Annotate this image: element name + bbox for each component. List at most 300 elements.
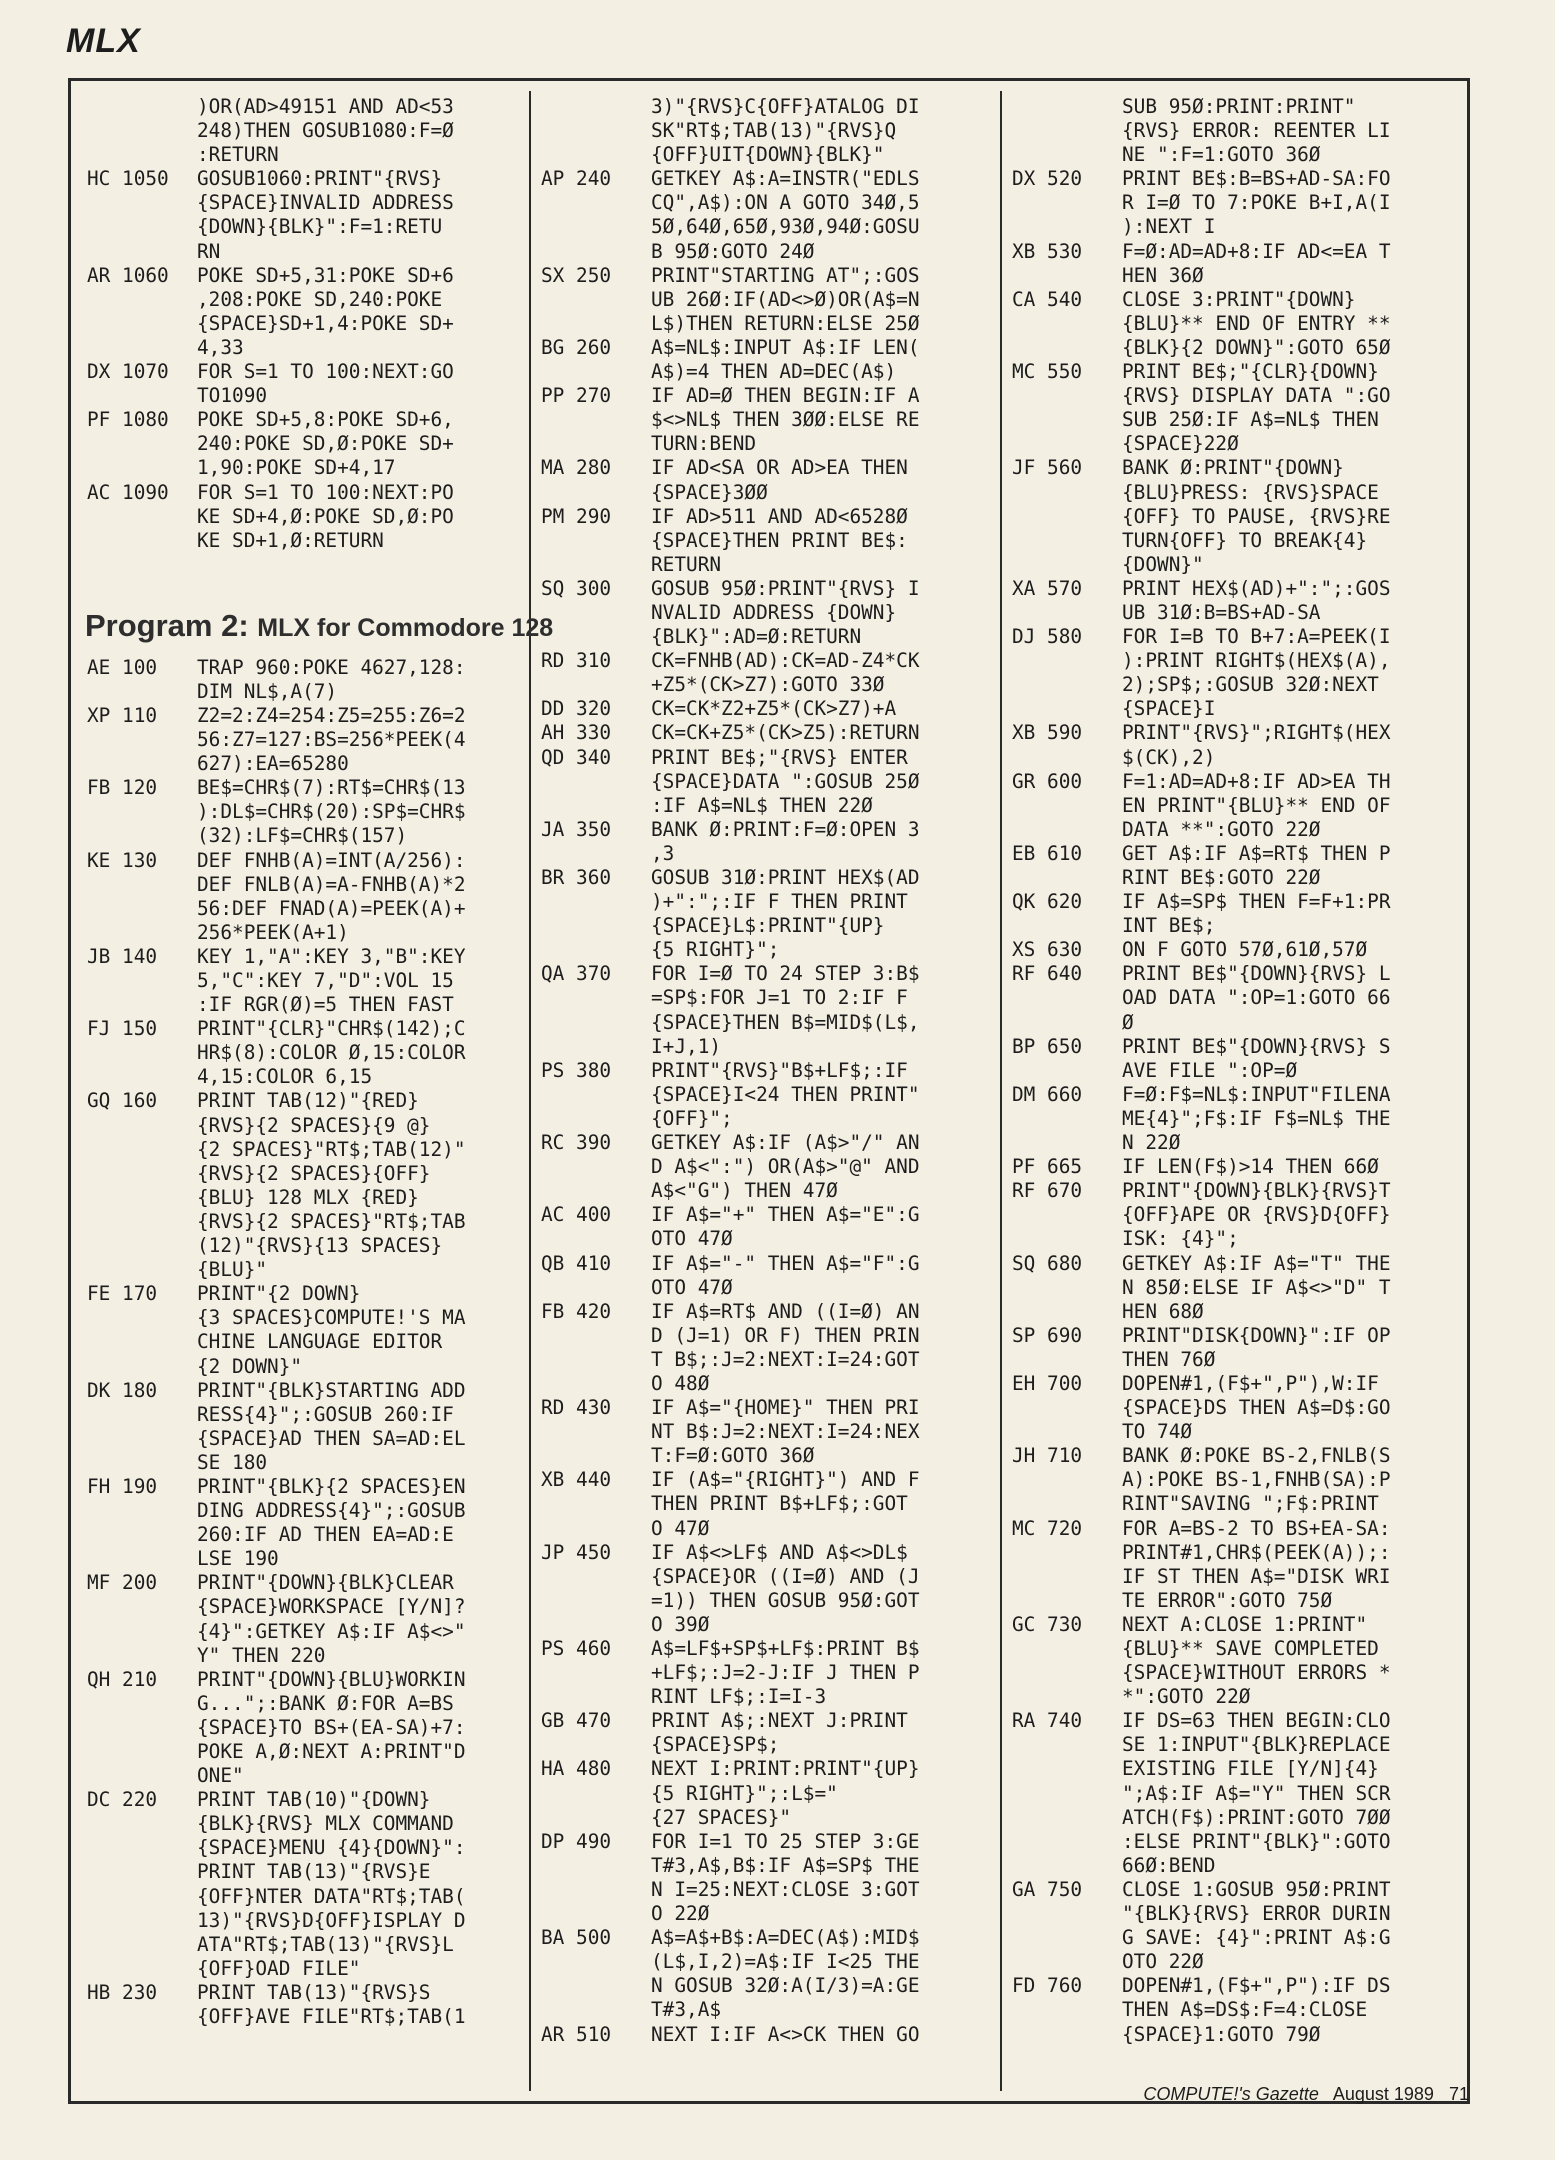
checksum-and-line-number: GA 750 xyxy=(1012,1877,1083,1901)
code-line: {3 SPACES}COMPUTE!'S MA xyxy=(197,1306,466,1330)
code-line: {SPACE}AD THEN SA=AD:EL xyxy=(197,1426,466,1450)
code-line: =SP$:FOR J=1 TO 2:IF F xyxy=(651,986,908,1010)
code-line: {OFF}UIT{DOWN}{BLK}" xyxy=(651,143,885,167)
listing-line xyxy=(1012,240,1450,288)
code-line: DOPEN#1,(F$+",P"),W:IF xyxy=(1122,1371,1379,1395)
code-line: POKE SD+5,31:POKE SD+6 xyxy=(197,263,454,287)
checksum-and-line-number: GQ 160 xyxy=(87,1089,158,1113)
checksum-and-line-number: EB 610 xyxy=(1012,841,1083,865)
code-line: {RVS}{2 SPACES}{9 @} xyxy=(197,1113,431,1137)
code-line: OTO 47Ø xyxy=(651,1227,733,1251)
listing-line xyxy=(541,1468,979,1540)
code-line: 56:DEF FNAD(A)=PEEK(A)+ xyxy=(197,896,466,920)
checksum-and-line-number: FE 170 xyxy=(87,1282,158,1306)
basic-statement xyxy=(1122,360,1450,456)
code-line: IF A$="-" THEN A$="F":G xyxy=(651,1251,920,1275)
code-line: TURN:BEND xyxy=(651,432,757,456)
code-line: IF (A$="{RIGHT}") AND F xyxy=(651,1468,920,1492)
basic-statement xyxy=(651,1252,979,1300)
code-line: UB 31Ø:B=BS+AD-SA xyxy=(1122,600,1321,624)
basic-statement xyxy=(197,264,525,360)
code-line: FOR S=1 TO 100:NEXT:PO xyxy=(197,480,454,504)
code-line: {SPACE}WORKSPACE [Y/N]? xyxy=(197,1595,466,1619)
code-line: IF A$=RT$ AND ((I=Ø) AN xyxy=(651,1299,920,1323)
basic-statement xyxy=(1122,577,1450,625)
listing-entries xyxy=(87,167,525,553)
checksum-and-line-number: AC 400 xyxy=(541,1203,612,1227)
basic-statement xyxy=(1122,240,1450,288)
code-line: IF AD<SA OR AD>EA THEN xyxy=(651,456,908,480)
basic-statement xyxy=(651,818,979,866)
basic-statement xyxy=(197,360,525,408)
code-line: T B$;:J=2:NEXT:I=24:GOT xyxy=(651,1347,920,1371)
code-line: {SPACE}TO BS+(EA-SA)+7: xyxy=(197,1715,466,1739)
code-line: HR$(8):COLOR Ø,15:COLOR xyxy=(197,1041,466,1065)
listing-line xyxy=(541,1252,979,1300)
code-line: 56:Z7=127:BS=256*PEEK(4 xyxy=(197,728,466,752)
basic-statement xyxy=(651,1300,979,1396)
basic-statement xyxy=(651,1830,979,1926)
code-line: Y" THEN 220 xyxy=(197,1643,326,1667)
code-line: {OFF} TO PAUSE, {RVS}RE xyxy=(1122,504,1391,528)
basic-statement xyxy=(651,1059,979,1131)
basic-statement xyxy=(1122,770,1450,842)
code-line: CLOSE 3:PRINT"{DOWN} xyxy=(1122,287,1356,311)
code-line: {2 DOWN}" xyxy=(197,1354,303,1378)
code-line: BANK Ø:POKE BS-2,FNLB(S xyxy=(1122,1444,1391,1468)
basic-statement xyxy=(197,1089,525,1282)
code-line: FOR I=Ø TO 24 STEP 3:B$ xyxy=(651,962,920,986)
code-line: {OFF}"; xyxy=(651,1106,733,1130)
checksum-and-line-number: EH 700 xyxy=(1012,1371,1083,1395)
code-line: IF A$<>LF$ AND A$<>DL$ xyxy=(651,1540,908,1564)
basic-statement xyxy=(651,697,979,721)
listing-line xyxy=(1012,842,1450,890)
code-line: FOR A=BS-2 TO BS+EA-SA: xyxy=(1122,1516,1391,1540)
checksum-and-line-number: DD 320 xyxy=(541,697,612,721)
code-line: {BLK}{2 DOWN}":GOTO 65Ø xyxy=(1122,335,1391,359)
code-line: {OFF}OAD FILE" xyxy=(197,1956,361,1980)
listing-line xyxy=(541,1541,979,1637)
code-line: {SPACE}DATA ":GOSUB 25Ø xyxy=(651,769,920,793)
code-line: KE SD+4,Ø:POKE SD,Ø:PO xyxy=(197,504,454,528)
code-line: {SPACE}L$:PRINT"{UP} xyxy=(651,914,885,938)
code-line: IF AD=Ø THEN BEGIN:IF A xyxy=(651,384,920,408)
code-line: {SPACE}OR ((I=Ø) AND (J xyxy=(651,1564,920,1588)
checksum-and-line-number: BA 500 xyxy=(541,1926,612,1950)
code-line: FOR I=B TO B+7:A=PEEK(I xyxy=(1122,625,1391,649)
listing-line xyxy=(87,945,525,1017)
checksum-and-line-number: SQ 300 xyxy=(541,576,612,600)
listing-line xyxy=(1012,721,1450,769)
basic-statement xyxy=(1122,1035,1450,1083)
code-line: A$)=4 THEN AD=DEC(A$) xyxy=(651,360,897,384)
code-line: PRINT"STARTING AT";:GOS xyxy=(651,263,920,287)
code-line: TO1090 xyxy=(197,384,268,408)
code-line: Ø xyxy=(1122,1010,1134,1034)
code-line: GOSUB1060:PRINT"{RVS} xyxy=(197,167,443,191)
code-line: O 48Ø xyxy=(651,1371,710,1395)
listing-line xyxy=(541,1926,979,2022)
code-line: GETKEY A$:A=INSTR("EDLS xyxy=(651,167,920,191)
code-line: +Z5*(CK>Z7):GOTO 33Ø xyxy=(651,673,885,697)
listing-line xyxy=(541,818,979,866)
checksum-and-line-number: JF 560 xyxy=(1012,456,1083,480)
code-line: EN PRINT"{BLU}** END OF xyxy=(1122,793,1391,817)
listing-line xyxy=(1012,1974,1450,2046)
code-line: G...";:BANK Ø:FOR A=BS xyxy=(197,1691,454,1715)
code-line: 1,90:POKE SD+4,17 xyxy=(197,456,396,480)
checksum-and-line-number: GB 470 xyxy=(541,1709,612,1733)
code-line: {BLU} 128 MLX {RED} xyxy=(197,1185,419,1209)
continued-code-text xyxy=(541,95,979,167)
code-line: (32):LF$=CHR$(157) xyxy=(197,824,408,848)
program-title xyxy=(85,607,554,645)
listing-line xyxy=(1012,577,1450,625)
basic-statement xyxy=(651,577,979,649)
code-line: ):DL$=CHR$(20):SP$=CHR$ xyxy=(197,800,466,824)
listing-line xyxy=(1012,1444,1450,1516)
code-line: {BLU}** SAVE COMPLETED xyxy=(1122,1637,1379,1660)
code-line: PRINT TAB(13)"{RVS}S xyxy=(197,1980,431,2004)
basic-statement xyxy=(1122,890,1450,938)
code-line: Z2=2:Z4=254:Z5=255:Z6=2 xyxy=(197,703,466,727)
basic-statement xyxy=(651,1926,979,2022)
listing-line xyxy=(87,264,525,360)
code-line: {RVS} ERROR: REENTER LI xyxy=(1122,119,1391,143)
code-line: O 39Ø xyxy=(651,1612,710,1636)
code-line: ,3 xyxy=(651,841,675,865)
code-line: IF DS=63 THEN BEGIN:CLO xyxy=(1122,1709,1391,1733)
checksum-and-line-number: DK 180 xyxy=(87,1378,158,1402)
code-line: PRINT BE$"{DOWN}{RVS} L xyxy=(1122,962,1391,986)
issue-date: August 1989 xyxy=(1332,2084,1434,2104)
code-line: )+":";:IF F THEN PRINT xyxy=(651,890,908,914)
code-line: F=Ø:F$=NL$:INPUT"FILENA xyxy=(1122,1082,1391,1106)
listing-line xyxy=(541,1396,979,1468)
listing-line xyxy=(1012,167,1450,239)
basic-statement xyxy=(651,1396,979,1468)
checksum-and-line-number: MC 720 xyxy=(1012,1516,1083,1540)
basic-statement xyxy=(197,481,525,553)
listing-line xyxy=(1012,1878,1450,1974)
code-line: 248)THEN GOSUB1080:F=Ø xyxy=(197,119,454,143)
code-line: (L$,I,2)=A$:IF I<25 THE xyxy=(651,1950,920,1974)
code-line: CHINE LANGUAGE EDITOR xyxy=(197,1330,443,1354)
code-line: F=1:AD=AD+8:IF AD>EA TH xyxy=(1122,769,1391,793)
basic-statement xyxy=(197,167,525,263)
code-line: {BLK}":AD=Ø:RETURN xyxy=(651,625,862,649)
code-line: DING ADDRESS{4}";:GOSUB xyxy=(197,1499,466,1523)
listing-entries xyxy=(541,167,979,2046)
listing-line xyxy=(541,1709,979,1757)
checksum-and-line-number: GC 730 xyxy=(1012,1612,1083,1636)
code-line: A):POKE BS-1,FNHB(SA):P xyxy=(1122,1468,1391,1492)
listing-line xyxy=(1012,770,1450,842)
code-line: EXISTING FILE [Y/N]{4} xyxy=(1122,1757,1379,1781)
checksum-and-line-number: QD 340 xyxy=(541,745,612,769)
code-line: OTO 22Ø xyxy=(1122,1950,1204,1974)
code-line: D (J=1) OR F) THEN PRIN xyxy=(651,1323,920,1347)
code-line: {5 RIGHT}"; xyxy=(651,938,780,962)
basic-statement xyxy=(197,1017,525,1089)
listing-line xyxy=(541,697,979,721)
checksum-and-line-number: AE 100 xyxy=(87,655,158,679)
checksum-and-line-number: FB 120 xyxy=(87,776,158,800)
listing-line xyxy=(541,1203,979,1251)
code-line: PRINT"{RVS}";RIGHT$(HEX xyxy=(1122,721,1391,745)
code-line: {RVS}{2 SPACES}{OFF} xyxy=(197,1161,431,1185)
checksum-and-line-number: MC 550 xyxy=(1012,360,1083,384)
code-line: 2);SP$;:GOSUB 32Ø:NEXT xyxy=(1122,673,1379,697)
code-line: KE SD+1,Ø:RETURN xyxy=(197,528,384,552)
code-line: N 22Ø xyxy=(1122,1131,1181,1155)
code-line: BE$=CHR$(7):RT$=CHR$(13 xyxy=(197,776,466,800)
code-line: =1)) THEN GOSUB 95Ø:GOT xyxy=(651,1588,920,1612)
basic-statement xyxy=(1122,1613,1450,1709)
basic-statement xyxy=(197,776,525,848)
checksum-and-line-number: PM 290 xyxy=(541,504,612,528)
checksum-and-line-number: FD 760 xyxy=(1012,1974,1083,1998)
code-line: GOSUB 95Ø:PRINT"{RVS} I xyxy=(651,576,920,600)
code-line: OAD DATA ":OP=1:GOTO 66 xyxy=(1122,986,1391,1010)
checksum-and-line-number: DJ 580 xyxy=(1012,625,1083,649)
code-line: INT BE$; xyxy=(1122,914,1216,938)
checksum-and-line-number: PS 380 xyxy=(541,1058,612,1082)
listing-line xyxy=(1012,1517,1450,1613)
listing-line xyxy=(1012,962,1450,1034)
listing-line xyxy=(541,1830,979,1926)
code-line: TO 74Ø xyxy=(1122,1420,1193,1444)
checksum-and-line-number: BG 260 xyxy=(541,335,612,359)
listing-line xyxy=(541,1059,979,1131)
code-line: {SPACE}22Ø xyxy=(1122,432,1239,456)
code-line: R I=Ø TO 7:POKE B+I,A(I xyxy=(1122,191,1391,215)
code-line: THEN A$=DS$:F=4:CLOSE xyxy=(1122,1998,1368,2022)
listing-line xyxy=(1012,1179,1450,1251)
basic-statement xyxy=(651,1757,979,1829)
basic-statement xyxy=(197,945,525,1017)
code-line: LSE 190 xyxy=(197,1547,279,1571)
code-line: SE 1:INPUT"{BLK}REPLACE xyxy=(1122,1733,1391,1757)
code-line: ON F GOTO 57Ø,61Ø,57Ø xyxy=(1122,938,1368,962)
continued-code-text xyxy=(87,95,525,167)
code-line: 256*PEEK(A+1) xyxy=(197,920,349,944)
code-line: {SPACE}SP$; xyxy=(651,1733,780,1757)
listing-line xyxy=(541,1300,979,1396)
code-line: PRINT#1,CHR$(PEEK(A));: xyxy=(1122,1540,1391,1564)
code-line: DATA **":GOTO 22Ø xyxy=(1122,817,1321,841)
basic-statement xyxy=(197,1668,525,1788)
code-line: NEXT A:CLOSE 1:PRINT" xyxy=(1122,1612,1368,1636)
code-line: TRAP 960:POKE 4627,128: xyxy=(197,655,466,679)
listing-line xyxy=(87,1981,525,2029)
checksum-and-line-number: DM 660 xyxy=(1012,1082,1083,1106)
basic-statement xyxy=(651,1203,979,1251)
code-line: {BLU}** END OF ENTRY ** xyxy=(1122,311,1391,335)
checksum-and-line-number: BR 360 xyxy=(541,866,612,889)
checksum-and-line-number: GR 600 xyxy=(1012,769,1083,793)
listing-line xyxy=(87,1475,525,1571)
code-line: PRINT"{DOWN}{BLK}CLEAR xyxy=(197,1571,454,1595)
code-line: SUB 25Ø:IF A$=NL$ THEN xyxy=(1122,408,1379,432)
code-line: {BLU}" xyxy=(197,1258,268,1282)
checksum-and-line-number: AR 1060 xyxy=(87,263,169,287)
code-line: ";A$:IF A$="Y" THEN SCR xyxy=(1122,1781,1391,1805)
listing-line xyxy=(541,505,979,577)
basic-statement xyxy=(651,1709,979,1757)
code-line: O 47Ø xyxy=(651,1516,710,1540)
basic-statement xyxy=(197,1379,525,1475)
code-line: POKE A,Ø:NEXT A:PRINT"D xyxy=(197,1740,466,1763)
code-line: {RVS}{2 SPACES}"RT$;TAB xyxy=(197,1209,466,1233)
basic-statement xyxy=(651,167,979,263)
basic-statement xyxy=(1122,1083,1450,1155)
checksum-and-line-number: AC 1090 xyxy=(87,480,169,504)
checksum-and-line-number: BP 650 xyxy=(1012,1034,1083,1058)
basic-statement xyxy=(1122,1324,1450,1372)
listing-line xyxy=(87,1571,525,1667)
code-line: D A$<":") OR(A$>"@" AND xyxy=(651,1155,920,1179)
checksum-and-line-number: JH 710 xyxy=(1012,1444,1083,1468)
basic-statement xyxy=(1122,456,1450,576)
checksum-and-line-number: PP 270 xyxy=(541,384,612,408)
code-line: HEN 68Ø xyxy=(1122,1299,1204,1323)
code-line: {SPACE}I<24 THEN PRINT" xyxy=(651,1082,920,1106)
listing-column-3 xyxy=(1012,95,1450,2047)
basic-statement xyxy=(1122,1974,1450,2046)
code-line: ,208:POKE SD,240:POKE xyxy=(197,287,443,311)
checksum-and-line-number: XS 630 xyxy=(1012,938,1083,962)
basic-statement xyxy=(197,1571,525,1667)
code-line: TE ERROR":GOTO 75Ø xyxy=(1122,1588,1333,1612)
listing-line xyxy=(541,167,979,263)
continued-code-text xyxy=(1012,95,1450,167)
basic-statement xyxy=(197,1788,525,1981)
checksum-and-line-number: XB 590 xyxy=(1012,721,1083,745)
code-line: FOR I=1 TO 25 STEP 3:GE xyxy=(651,1829,920,1853)
basic-statement xyxy=(651,1468,979,1540)
code-line: KEY 1,"A":KEY 3,"B":KEY xyxy=(197,944,466,968)
code-line: PRINT"{DOWN}{BLU}WORKIN xyxy=(197,1667,466,1691)
basic-statement xyxy=(1122,1179,1450,1251)
listing-line xyxy=(541,866,979,962)
basic-statement xyxy=(1122,1878,1450,1974)
publication-name: COMPUTE!'s Gazette xyxy=(1143,2084,1319,2104)
code-line: CK=CK+Z5*(CK>Z5):RETURN xyxy=(651,721,920,745)
code-line: A$=LF$+SP$+LF$:PRINT B$ xyxy=(651,1637,920,1660)
code-line: PRINT BE$"{DOWN}{RVS} S xyxy=(1122,1034,1391,1058)
code-line: (12)"{RVS}{13 SPACES} xyxy=(197,1234,443,1258)
code-line: T#3,A$ xyxy=(651,1998,722,2022)
listing-line xyxy=(87,704,525,776)
listing-line xyxy=(87,1089,525,1282)
code-line: PRINT"{BLK}{2 SPACES}EN xyxy=(197,1474,466,1498)
listing-line xyxy=(87,167,525,263)
listing-line xyxy=(87,1017,525,1089)
basic-statement xyxy=(651,1541,979,1637)
code-line: N GOSUB 32Ø:A(I/3)=A:GE xyxy=(651,1974,920,1998)
code-line: RESS{4}";:GOSUB 260:IF xyxy=(197,1402,454,1426)
listing-column-2 xyxy=(541,95,979,2047)
code-line: BANK Ø:PRINT:F=Ø:OPEN 3 xyxy=(651,817,920,841)
basic-statement xyxy=(1122,721,1450,769)
basic-statement xyxy=(651,505,979,577)
code-line: NEXT I:IF A<>CK THEN GO xyxy=(651,2022,920,2046)
code-line: 627):EA=65280 xyxy=(197,752,349,776)
basic-statement xyxy=(197,849,525,945)
code-line: IF A$="{HOME}" THEN PRI xyxy=(651,1396,920,1420)
code-line: :IF A$=NL$ THEN 22Ø xyxy=(651,793,873,817)
listing-line xyxy=(87,849,525,945)
code-line: FOR S=1 TO 100:NEXT:GO xyxy=(197,360,454,384)
basic-statement xyxy=(651,336,979,384)
code-line: 5Ø,64Ø,65Ø,93Ø,94Ø:GOSU xyxy=(651,215,920,239)
checksum-and-line-number: AP 240 xyxy=(541,167,612,191)
code-line: {OFF}APE OR {RVS}D{OFF} xyxy=(1122,1203,1391,1227)
basic-statement xyxy=(1122,938,1450,962)
code-line: 260:IF AD THEN EA=AD:E xyxy=(197,1523,454,1547)
listing-line xyxy=(1012,1252,1450,1324)
code-line: PRINT"{CLR}"CHR$(142);C xyxy=(197,1017,466,1041)
listing-entries xyxy=(87,656,525,2029)
code-line: {RVS} DISPLAY DATA ":GO xyxy=(1122,384,1391,408)
basic-statement xyxy=(651,962,979,1058)
code-line: )OR(AD>49151 AND AD<53 xyxy=(197,95,454,118)
checksum-and-line-number: RF 670 xyxy=(1012,1179,1083,1203)
code-line: SUB 95Ø:PRINT:PRINT" xyxy=(1122,95,1356,118)
checksum-and-line-number: JB 140 xyxy=(87,944,158,968)
listing-line xyxy=(541,2023,979,2047)
basic-statement xyxy=(651,2023,979,2047)
checksum-and-line-number: XA 570 xyxy=(1012,576,1083,600)
checksum-and-line-number: SQ 680 xyxy=(1012,1251,1083,1275)
basic-statement xyxy=(1122,625,1450,721)
code-line: 5,"C":KEY 7,"D":VOL 15 xyxy=(197,969,454,992)
listing-line xyxy=(1012,456,1450,576)
listing-line xyxy=(541,649,979,697)
code-line: T:F=Ø:GOTO 36Ø xyxy=(651,1444,815,1468)
code-line: HEN 36Ø xyxy=(1122,263,1204,287)
code-line: PRINT"{RVS}"B$+LF$;:IF xyxy=(651,1058,908,1082)
checksum-and-line-number: PF 1080 xyxy=(87,408,169,432)
code-line: {OFF}NTER DATA"RT$;TAB( xyxy=(197,1884,466,1908)
basic-statement xyxy=(1122,1155,1450,1179)
code-line: A$=NL$:INPUT A$:IF LEN( xyxy=(651,335,920,359)
code-line: GOSUB 31Ø:PRINT HEX$(AD xyxy=(651,866,920,889)
basic-statement xyxy=(197,1981,525,2029)
code-line: PRINT BE$:B=BS+AD-SA:FO xyxy=(1122,167,1391,191)
code-line: ONE" xyxy=(197,1764,244,1788)
basic-statement xyxy=(1122,1517,1450,1613)
basic-statement xyxy=(1122,1709,1450,1878)
code-line: IF LEN(F$)>14 THEN 66Ø xyxy=(1122,1155,1379,1179)
listing-line xyxy=(87,1282,525,1378)
code-line: G SAVE: {4}":PRINT A$:G xyxy=(1122,1926,1391,1950)
checksum-and-line-number: JA 350 xyxy=(541,817,612,841)
code-line: {SPACE}WITHOUT ERRORS * xyxy=(1122,1661,1391,1685)
basic-statement xyxy=(651,456,979,504)
listing-line xyxy=(541,336,979,384)
basic-statement xyxy=(1122,842,1450,890)
code-line: GETKEY A$:IF A$="T" THE xyxy=(1122,1251,1391,1275)
page-header: MLX xyxy=(66,22,141,60)
checksum-and-line-number: DC 220 xyxy=(87,1788,158,1812)
checksum-and-line-number: KE 130 xyxy=(87,848,158,872)
basic-statement xyxy=(197,1475,525,1571)
listing-box xyxy=(68,78,1470,2104)
code-line: 13)"{RVS}D{OFF}ISPLAY D xyxy=(197,1908,466,1932)
